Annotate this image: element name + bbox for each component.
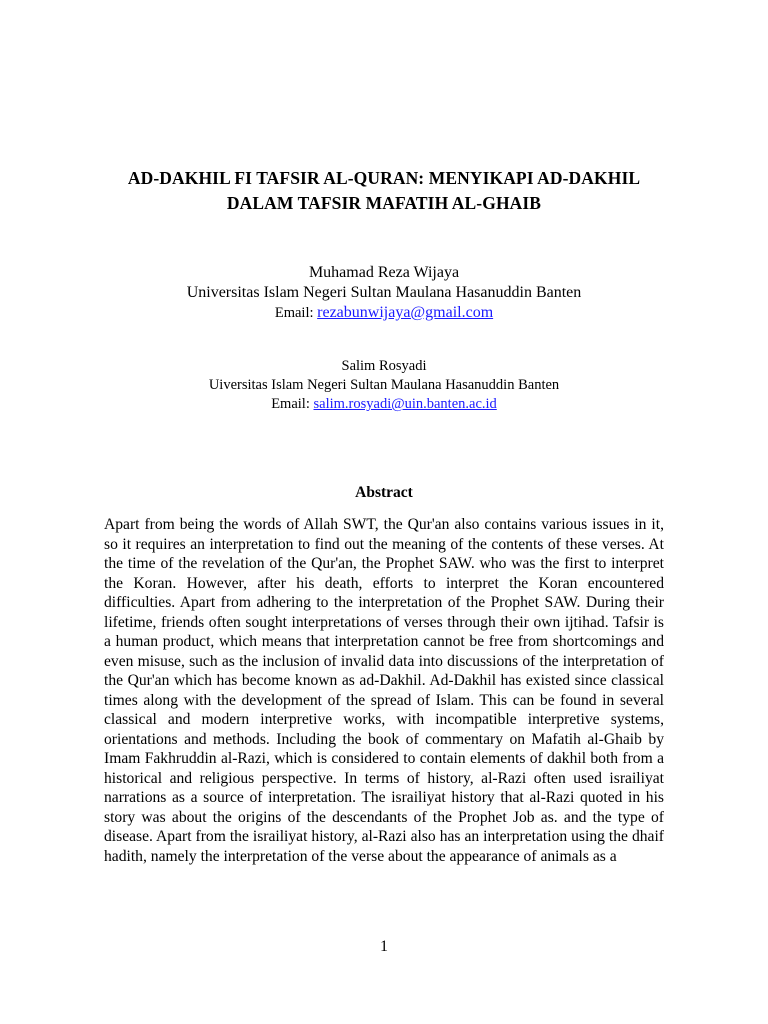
abstract-heading: Abstract — [355, 484, 413, 501]
author-block-2 — [90, 357, 678, 414]
author-name: Muhamad Reza Wijaya — [308, 264, 460, 281]
author-affiliation: Universitas Islam Negeri Sultan Maulana Hasanuddin Banten — [186, 284, 582, 301]
author-email-line — [90, 303, 678, 323]
author-email-link[interactable]: rezabunwijaya@gmail.com — [317, 304, 494, 321]
page-number: 1 — [380, 938, 388, 955]
author-affiliation: Uiversitas Islam Negeri Sultan Maulana Hasanuddin Banten — [208, 377, 560, 393]
author-email-line — [90, 395, 678, 414]
author-block-1 — [90, 263, 678, 323]
email-label: Email: — [274, 305, 318, 321]
author-email-link[interactable]: salim.rosyadi@uin.banten.ac.id — [313, 396, 497, 412]
abstract-text: Apart from being the words of Allah SWT, the Qur'an also contains various issues in it, so it requires an interpretation to find out the meaning of the contents of these verses. At the time of the revelation of the Qur'an, the Prophet SAW. who was the first to interpret the Koran. However, after his death, efforts to interpret the Koran encountered difficulties. Apart from adhering to the interpretation of the Prophet SAW. During their lifetime, friends often sought interpretations of verses through their own ijtihad. Tafsir is a human product, which means that interpretation cannot be free from shortcomings and even misuse, such as the inclusion of invalid data into discussions of the interpretation of the Qur'an which has become known as ad-Dakhil. Ad-Dakhil has existed since classical times along with the development of the spread of Islam. This can be found in several classical and modern interpretive works, with incompatible interpretive systems, orientations and methods. Including the book of commentary on Mafatih al-Ghaib by Imam Fakhruddin al-Razi, which is considered to contain elements of dakhil both from a historical and religious perspective. In terms of history, al-Razi often used israiliyat narrations as a source of interpretation. The israiliyat history that al-Razi quoted in his story was about the origins of the descendants of the Prophet Job as. and the type of disease. Apart from the israiliyat history, al-Razi also has an interpretation using the dhaif hadith, namely the interpretation of the verse about the appearance of animals as a — [104, 516, 664, 865]
email-label: Email: — [271, 396, 314, 412]
author-name: Salim Rosyadi — [341, 358, 427, 374]
paper-title: AD-DAKHIL FI TAFSIR AL-QURAN: MENYIKAPI AD-DAKHIL DALAM TAFSIR MAFATIH AL-GHAIB — [127, 168, 641, 213]
